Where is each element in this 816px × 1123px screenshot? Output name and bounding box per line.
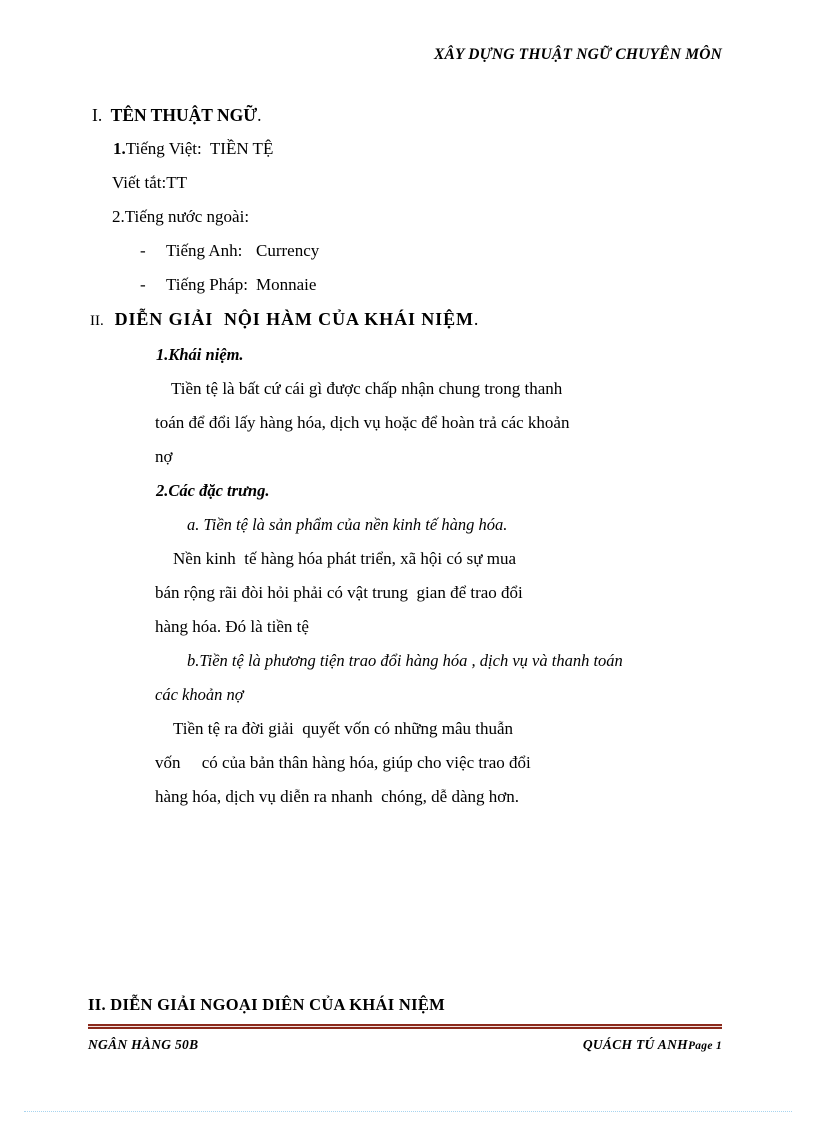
footer-divider (88, 1024, 722, 1029)
foreign-term-french-value: Monnaie (256, 275, 317, 294)
foreign-term-english-label: Tiếng Anh: (166, 241, 243, 260)
point-b-text-line-2: các khoản nợ (155, 685, 244, 704)
paragraph-line: Nền kinh tế hàng hóa phát triển, xã hội có sự mua (173, 549, 516, 568)
footer-right-text (583, 1037, 722, 1053)
paragraph-line: toán để đổi lấy hàng hóa, dịch vụ hoặc để hoàn trả các khoản (155, 413, 570, 432)
paragraph-line: bán rộng rãi đòi hỏi phải có vật trung gian để trao đổi (155, 583, 523, 602)
section-2-heading (90, 302, 738, 338)
point-a-heading (155, 508, 755, 542)
point-a-paragraph (155, 542, 700, 644)
foreign-term-french-label: Tiếng Pháp: (166, 275, 249, 294)
document-body (88, 98, 738, 814)
section-1-numeral: I. (92, 105, 103, 125)
footer-author: QUÁCH TÚ ANH (582, 1037, 688, 1052)
next-section-heading: II. DIỄN GIẢI NGOẠI DIÊN CỦA KHÁI NIỆM (88, 995, 446, 1014)
footer-left-text: NGÂN HÀNG 50B (88, 1037, 199, 1052)
bullet-dash-icon: - (140, 241, 146, 260)
paragraph-line: nợ (155, 447, 173, 466)
foreign-term-english-value: Currency (256, 241, 320, 260)
section-1-period: . (257, 105, 262, 125)
paragraph-line: hàng hóa, dịch vụ diễn ra nhanh chóng, dễ dàng hơn. (155, 787, 520, 806)
point-b-heading (155, 644, 755, 712)
point-b-paragraph (155, 712, 700, 814)
section-2-numeral: II. (90, 313, 104, 329)
foreign-term-english (140, 234, 738, 268)
paragraph-line: vốn có của bản thân hàng hóa, giúp cho việc trao đổi (155, 753, 531, 772)
abbreviation-line: Viết tắt:TT (112, 173, 187, 192)
paragraph-line: hàng hóa. Đó là tiền tệ (155, 617, 309, 636)
section-1-item-1 (113, 132, 738, 166)
point-b-text-line-1: b.Tiền tệ là phương tiện trao đổi hàng hóa , dịch vụ và thanh toán (187, 651, 623, 670)
section-1-heading (92, 98, 738, 132)
bullet-dash-icon: - (140, 275, 146, 294)
paragraph-line: Tiền tệ là bất cứ cái gì được chấp nhận chung trong thanh (171, 379, 563, 398)
section-2-period: . (473, 309, 479, 329)
subsection-1-paragraph (155, 372, 695, 474)
running-header: XÂY DỰNG THUẬT NGỮ CHUYÊN MÔN (433, 46, 722, 63)
section-1-item-1-number: 1. (113, 139, 126, 158)
section-1-item-2: 2.Tiếng nước ngoài: (112, 207, 250, 226)
section-1-item-1-text: Tiếng Việt: TIỀN TỆ (125, 139, 274, 158)
footer-page-number: Page 1 (687, 1040, 722, 1052)
page-footer (88, 1037, 722, 1059)
subsection-1-heading: 1.Khái niệm. (156, 345, 244, 364)
subsection-2-heading: 2.Các đặc trưng. (156, 481, 270, 500)
foreign-term-french (140, 268, 738, 302)
bottom-dotted-line (24, 1111, 792, 1113)
paragraph-line: Tiền tệ ra đời giải quyết vốn có những mâu thuẫn (173, 719, 514, 738)
section-2-title: DIỄN GIẢI NỘI HÀM CỦA KHÁI NIỆM (114, 309, 474, 329)
point-a-text: a. Tiền tệ là sản phẩm của nền kinh tế hàng hóa. (187, 515, 508, 534)
section-1-title: TÊN THUẬT NGỮ (110, 105, 258, 125)
